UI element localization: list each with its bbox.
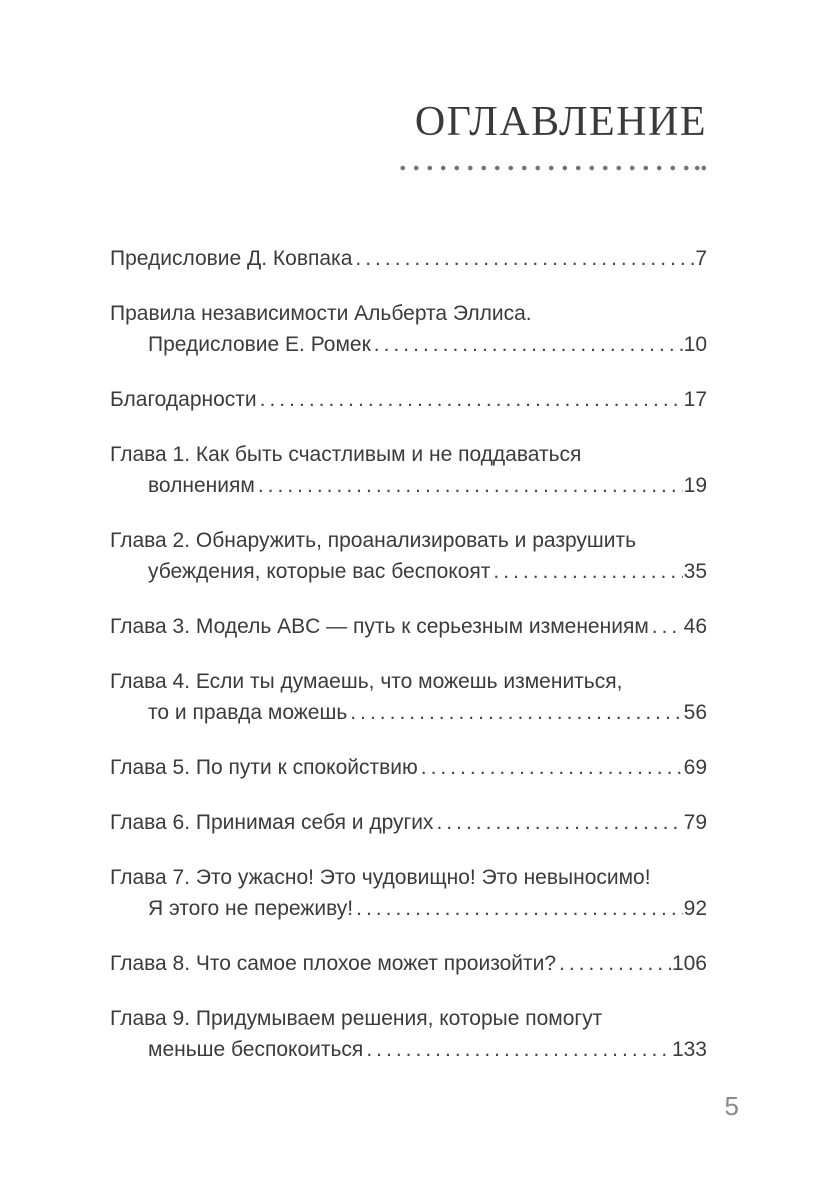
toc-entry-page-number: 106 xyxy=(671,952,707,976)
toc-entry-page-number: 92 xyxy=(683,897,707,921)
toc-entry xyxy=(110,948,707,979)
dot-leader xyxy=(366,1034,671,1065)
ornament-dots-end-pair xyxy=(694,165,707,171)
toc-list xyxy=(110,243,707,1065)
toc-entry-line xyxy=(110,697,707,728)
toc-entry xyxy=(110,862,707,924)
text-block xyxy=(110,0,707,1065)
toc-entry-line xyxy=(110,611,707,642)
toc-entry-line xyxy=(110,525,707,556)
toc-entry-text: Предисловие Е. Ромек xyxy=(148,333,371,357)
toc-entry-page-number: 10 xyxy=(683,333,707,357)
toc-entry xyxy=(110,439,707,501)
toc-entry-text: Предисловие Д. Ковпака xyxy=(110,247,353,271)
toc-entry-line xyxy=(110,298,707,329)
toc-entry-line xyxy=(110,893,707,924)
toc-entry-line xyxy=(110,752,707,783)
toc-entry xyxy=(110,666,707,728)
toc-entry-line xyxy=(110,807,707,838)
toc-entry-text: Правила независимости Альберта Эллиса. xyxy=(110,302,532,326)
toc-entry-line xyxy=(110,556,707,587)
toc-entry-text: Глава 3. Модель ABC — путь к серьезным изменениям xyxy=(110,615,649,639)
toc-entry-page-number: 19 xyxy=(683,474,707,498)
toc-entry xyxy=(110,752,707,783)
dot-leader xyxy=(374,329,683,360)
toc-entry-line xyxy=(110,862,707,893)
toc-entry-text: меньше беспокоиться xyxy=(148,1038,364,1062)
toc-entry-line xyxy=(110,439,707,470)
dot-leader xyxy=(355,243,694,274)
toc-entry-page-number: 69 xyxy=(683,756,707,780)
toc-entry-text: Я этого не переживу! xyxy=(148,897,354,921)
dot-leader xyxy=(652,611,683,642)
ornament-dots-main xyxy=(396,165,693,171)
dot-leader xyxy=(436,807,682,838)
toc-entry-text: Глава 1. Как быть счастливым и не поддаваться xyxy=(110,443,582,467)
toc-entry xyxy=(110,525,707,587)
toc-entry-page-number: 17 xyxy=(683,388,707,412)
toc-entry-line xyxy=(110,948,707,979)
title-ornament-dotted-rule xyxy=(396,165,707,171)
toc-entry-line xyxy=(110,384,707,415)
toc-entry-line xyxy=(110,1034,707,1065)
toc-entry-line xyxy=(110,666,707,697)
toc-entry-text: Благодарности xyxy=(110,388,257,412)
toc-entry xyxy=(110,243,707,274)
toc-entry-page-number: 7 xyxy=(695,247,707,271)
dot-leader xyxy=(559,948,671,979)
folio-page-number: 5 xyxy=(724,1091,739,1121)
toc-entry-text: убеждения, которые вас беспокоят xyxy=(148,560,491,584)
toc-entry xyxy=(110,298,707,360)
dot-leader xyxy=(356,893,683,924)
toc-entry-page-number: 56 xyxy=(683,701,707,725)
toc-entry-text: волнениям xyxy=(148,474,255,498)
dot-leader xyxy=(421,752,683,783)
toc-entry-page-number: 46 xyxy=(683,615,707,639)
toc-entry xyxy=(110,384,707,415)
toc-entry-line xyxy=(110,470,707,501)
toc-entry xyxy=(110,611,707,642)
toc-entry-page-number: 133 xyxy=(671,1038,707,1062)
toc-entry-page-number: 79 xyxy=(683,811,707,835)
toc-entry-text: Глава 9. Придумываем решения, которые помогут xyxy=(110,1007,603,1031)
toc-entry-text: Глава 6. Принимая себя и других xyxy=(110,811,434,835)
toc-entry xyxy=(110,807,707,838)
toc-entry-text: то и правда можешь xyxy=(148,701,348,725)
page-title: ОГЛАВЛЕНИЕ xyxy=(414,99,707,145)
toc-header xyxy=(110,98,707,171)
toc-entry-text: Глава 2. Обнаружить, проанализировать и разрушить xyxy=(110,529,637,553)
toc-entry-text: Глава 7. Это ужасно! Это чудовищно! Это невыносимо! xyxy=(110,866,651,890)
dot-leader xyxy=(258,470,683,501)
toc-entry-text: Глава 4. Если ты думаешь, что можешь измениться, xyxy=(110,670,623,694)
toc-entry-line xyxy=(110,1003,707,1034)
toc-entry-text: Глава 5. По пути к спокойствию xyxy=(110,756,418,780)
toc-entry-line xyxy=(110,329,707,360)
dot-leader xyxy=(350,697,682,728)
toc-entry-line xyxy=(110,243,707,274)
dot-leader xyxy=(260,384,683,415)
dot-leader xyxy=(493,556,682,587)
toc-entry-text: Глава 8. Что самое плохое может произойти? xyxy=(110,952,557,976)
toc-entry-page-number: 35 xyxy=(683,560,707,584)
toc-entry xyxy=(110,1003,707,1065)
